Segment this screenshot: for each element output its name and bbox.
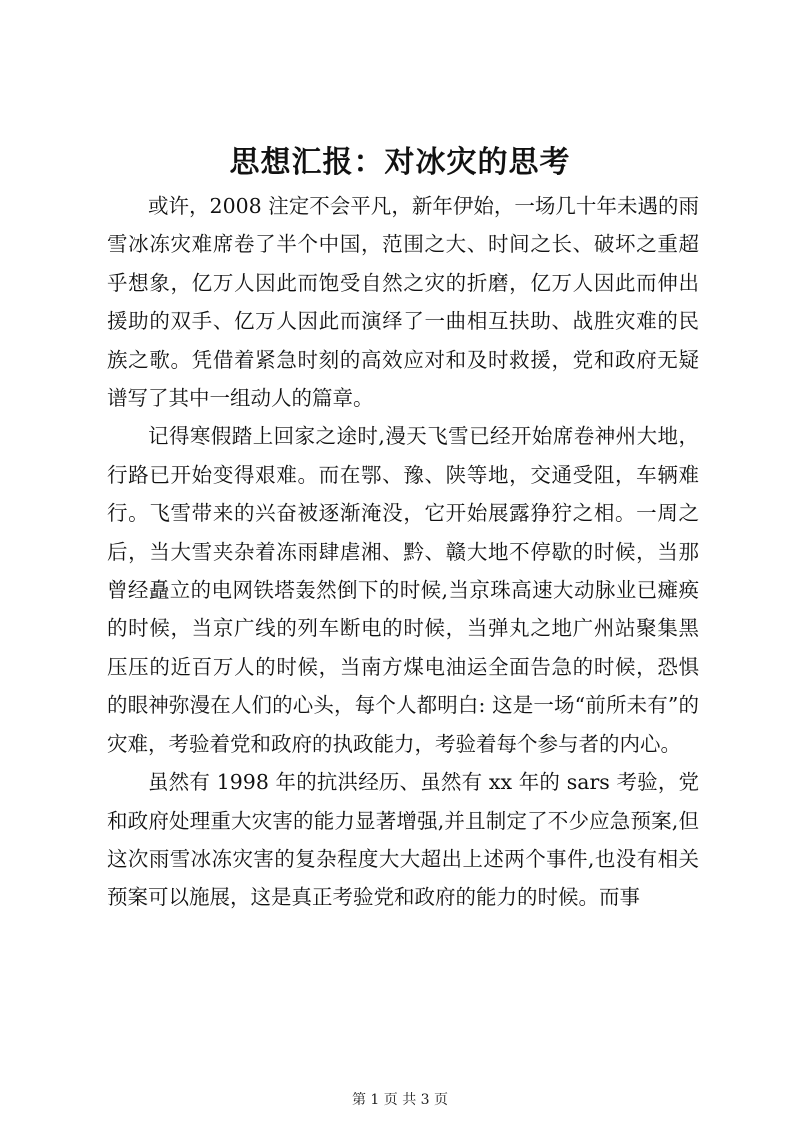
document-title: 思想汇报：对冰灾的思考 xyxy=(229,145,571,180)
document-body xyxy=(107,187,699,917)
page-number-footer: 第 1 页 共 3 页 xyxy=(351,1092,449,1108)
paragraph-1: 或许，2008 注定不会平凡，新年伊始，一场几十年未遇的雨雪冰冻灾难席卷了半个中国，范围之大、时间之长、破坏之重超乎想象，亿万人因此而饱受自然之灾的折磨，亿万人因此而伸出援助的双手、亿万人因此而演绎了一曲相互扶助、战胜灾难的民族之歌。凭借着紧急时刻的高效应对和及时救援，党和政府无疑谱写了其中一组动人的篇章。 xyxy=(107,194,699,411)
paragraph-3: 虽然有 1998 年的抗洪经历、虽然有 xx 年的 sars 考验，党和政府处理重大灾害的能力显著增强,并且制定了不少应急预案,但这次雨雪冰冻灾害的复杂程度大大超出上述两个事件,也没有相关预案可以施展，这是真正考验党和政府的能力的时候。而事 xyxy=(107,770,699,910)
paragraph-2: 记得寒假踏上回家之途时,漫天飞雪已经开始席卷神州大地，行路已开始变得艰难。而在鄂、豫、陕等地，交通受阻，车辆难行。飞雪带来的兴奋被逐渐淹没，它开始展露狰狞之相。一周之后，当大雪夹杂着冻雨肆虐湘、黔、赣大地不停歇的时候，当那曾经矗立的电网铁塔轰然倒下的时候,当京珠高速大动脉业已瘫痪的时候，当京广线的列车断电的时候，当弹丸之地广州站聚集黑压压的近百万人的时候，当南方煤电油运全面告急的时候，恐惧的眼神弥漫在人们的心头，每个人都明白: 这是一场“前所未有”的灾难，考验着党和政府的执政能力，考验着每个参与者的内心。 xyxy=(107,424,699,756)
